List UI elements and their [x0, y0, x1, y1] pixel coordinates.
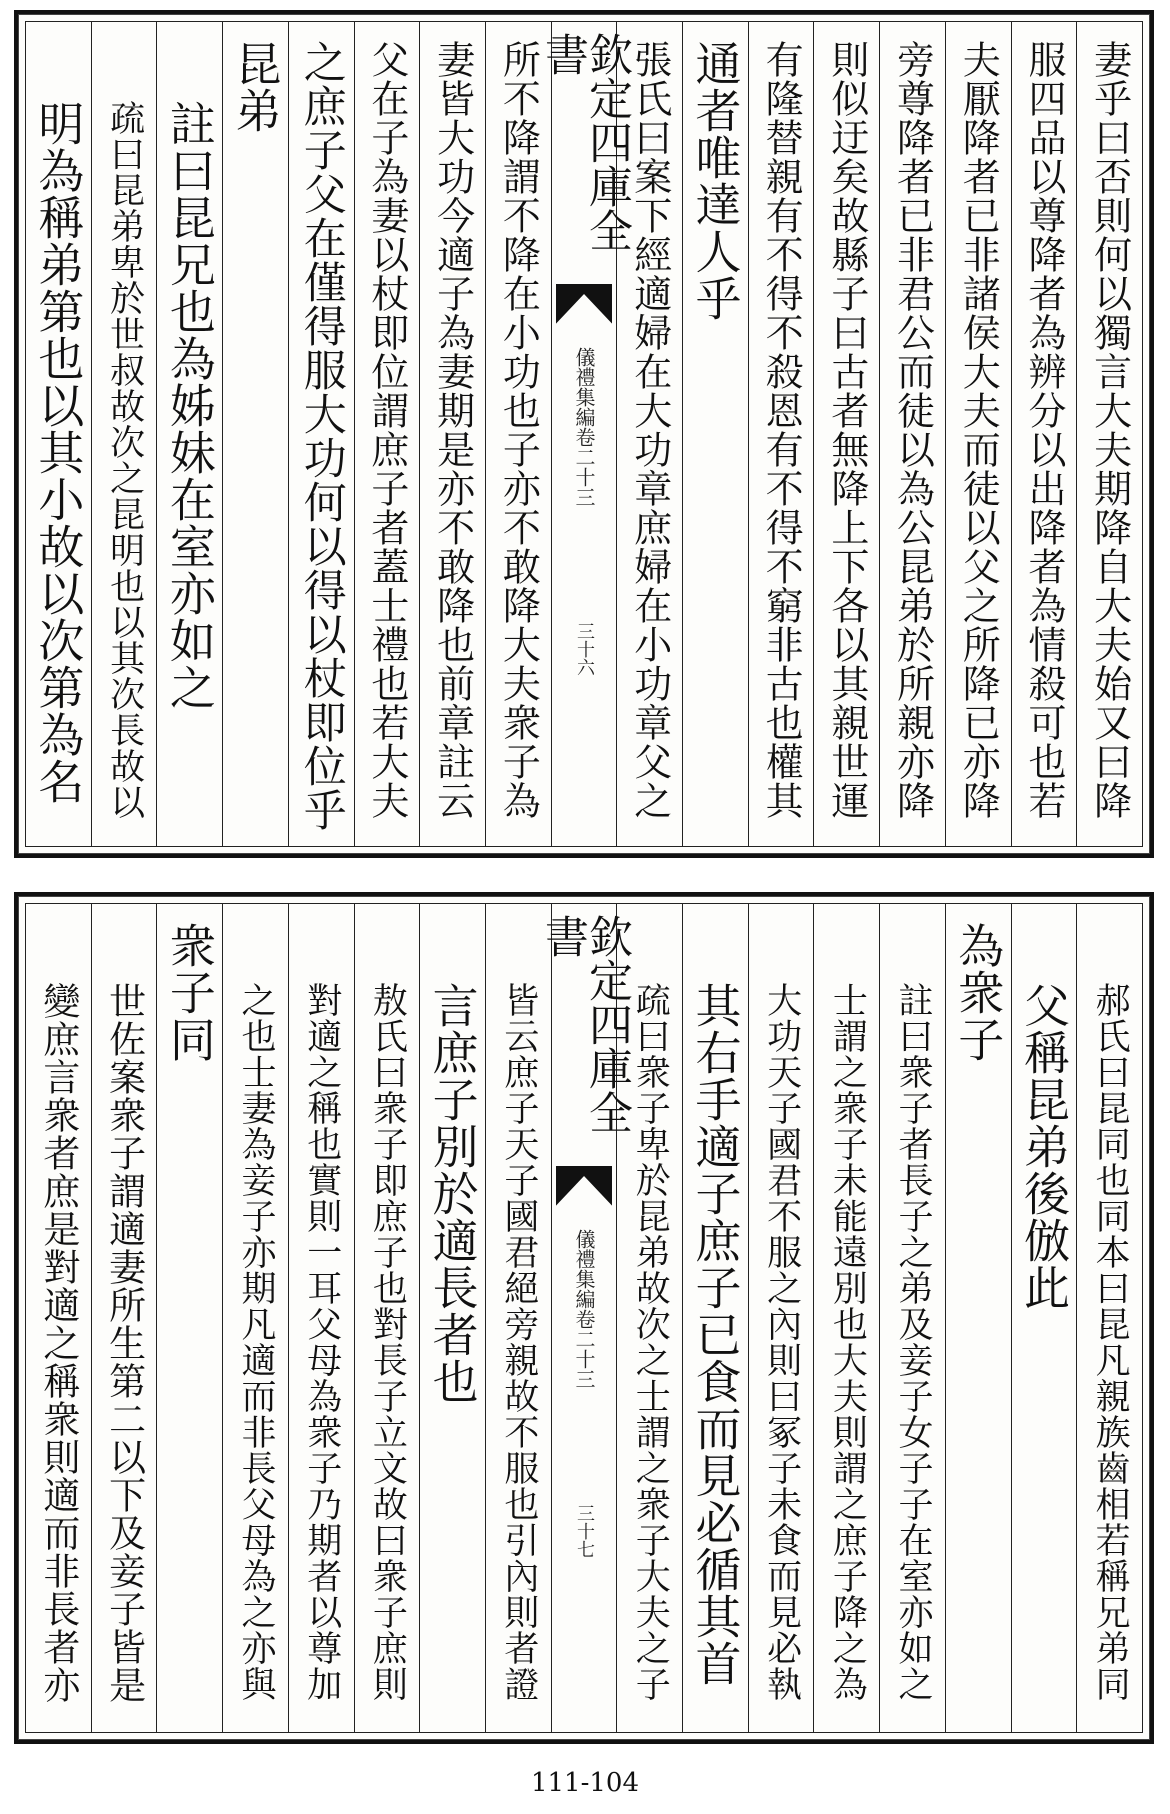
left-column: [156, 904, 222, 1732]
column-text-indented: 之也士妻為妾子亦期凡適而非長父母為之亦與: [236, 982, 277, 1702]
left-column: [288, 904, 354, 1732]
column-text-indented: 父稱昆弟後倣此: [1016, 982, 1071, 1311]
right-column: [813, 22, 879, 846]
column-text-indented: 世佐案衆子謂適妻所生第二以下及妾子皆是: [102, 982, 146, 1704]
right-column: [682, 904, 748, 1732]
volume-number: 卷二十三: [572, 427, 597, 507]
folio-number: 111-104: [530, 1768, 640, 1798]
volume-label: [554, 332, 615, 522]
column-text-indented: 疏曰昆弟卑於世叔故次之昆明也以其次長故以: [104, 100, 145, 820]
column-text: 為衆子: [951, 922, 1006, 1063]
right-column: [748, 904, 814, 1732]
left-column: [485, 22, 551, 846]
right-column: [682, 22, 748, 846]
column-text: 服四品以尊降者為辨分以出降者為情殺可也若: [1021, 40, 1066, 820]
column-text: 通者唯達人乎: [688, 40, 743, 322]
column-text-indented: 大功天子國君不服之內則曰冢子未食而見必執: [761, 982, 802, 1702]
book-title: 欽定四庫全書: [537, 32, 633, 252]
column-text-indented: 明為稱弟第也以其小故以次第為名: [31, 100, 86, 805]
column-text-indented: 敖氏曰衆子即庶子也對長子立文故曰衆子庶則: [367, 982, 408, 1702]
right-column: [945, 904, 1011, 1732]
column-text-indented: 註曰衆子者長子之弟及妾子女子子在室亦如之: [893, 982, 934, 1702]
left-column: [419, 904, 485, 1732]
work-title: 儀禮集編: [572, 1229, 597, 1309]
column-text-indented: 皆云庶子天子國君絕旁親故不服也引內則者證: [498, 982, 539, 1702]
column-text: 張氏曰案下經適婦在大功章庶婦在小功章父之: [627, 40, 672, 820]
right-column: [1011, 904, 1077, 1732]
right-column: [1076, 22, 1142, 846]
leaf-number: 三十七: [574, 1504, 596, 1558]
column-text-indented: 疏曰衆子卑於昆弟故次之士謂之衆子大夫之子: [630, 982, 671, 1702]
column-text-indented: 其右手適子庶子已食而見必循其首: [688, 982, 743, 1687]
column-text: 衆子同: [162, 922, 217, 1063]
right-column: [945, 22, 1011, 846]
leaf-number: 三十六: [574, 622, 596, 676]
left-column: [26, 904, 91, 1732]
left-column: [91, 904, 157, 1732]
right-column: [813, 904, 879, 1732]
column-text: 昆弟: [228, 40, 283, 134]
right-column: [1011, 22, 1077, 846]
column-text-indented: 郝氏曰昆同也同本曰昆凡親族齒相若稱兄弟同: [1090, 982, 1131, 1702]
column-text: 夫厭降者已非諸侯大夫而徒以父之所降已亦降: [956, 40, 1001, 820]
left-column: [91, 22, 157, 846]
center-fold-column: [537, 22, 633, 846]
column-text-indented: 註曰昆兄也為姊妹在室亦如之: [162, 100, 217, 711]
center-fold-column: [537, 904, 633, 1732]
left-column: [354, 22, 420, 846]
right-column: [748, 22, 814, 846]
left-column: [222, 904, 288, 1732]
book-title: 欽定四庫全書: [537, 914, 633, 1134]
left-column: [26, 22, 91, 846]
column-text: 則似迂矣故縣子曰古者無降上下各以其親世運: [824, 40, 869, 820]
volume-label: [554, 1214, 615, 1404]
left-column: [485, 904, 551, 1732]
work-title: 儀禮集編: [572, 347, 597, 427]
column-text-indented: 變庶言衆者庶是對適之稱衆則適而非長者亦: [36, 982, 80, 1704]
left-column: [354, 904, 420, 1732]
right-column: [1076, 904, 1142, 1732]
column-text-indented: 言庶子別於適長者也: [425, 982, 480, 1405]
column-text: 有隆替親有不得不殺恩有不得不窮非古也權其: [759, 40, 804, 820]
left-column: [288, 22, 354, 846]
fishtail-ornament: [556, 1166, 613, 1206]
left-column: [419, 22, 485, 846]
column-text: 所不降謂不降在小功也子亦不敢降大夫衆子為: [496, 40, 541, 820]
column-text: 妻乎曰否則何以獨言大夫期降自大夫始又曰降: [1087, 40, 1132, 820]
column-text: 父在子為妻以杖即位謂庶子者蓋士禮也若大夫: [364, 40, 409, 820]
bottom-page-columns: [25, 903, 1143, 1733]
column-text-indented: 士謂之衆子未能遠別也大夫則謂之庶子降之為: [827, 982, 868, 1702]
bottom-page: [14, 892, 1154, 1744]
column-text-indented: 對適之稱也實則一耳父母為衆子乃期者以尊加: [301, 982, 342, 1702]
column-text: 妻皆大功今適子為妻期是亦不敢降也前章註云: [430, 40, 475, 820]
left-column: [222, 22, 288, 846]
volume-number: 卷二十三: [572, 1309, 597, 1389]
top-page-columns: [25, 21, 1143, 847]
top-page: [14, 10, 1154, 858]
left-column: [156, 22, 222, 846]
column-text: 旁尊降者已非君公而徒以為公昆弟於所親亦降: [890, 40, 935, 820]
fishtail-ornament: [556, 284, 613, 324]
right-column: [879, 904, 945, 1732]
column-text: 之庶子父在僅得服大功何以得以杖即位乎: [296, 40, 347, 832]
right-column: [879, 22, 945, 846]
